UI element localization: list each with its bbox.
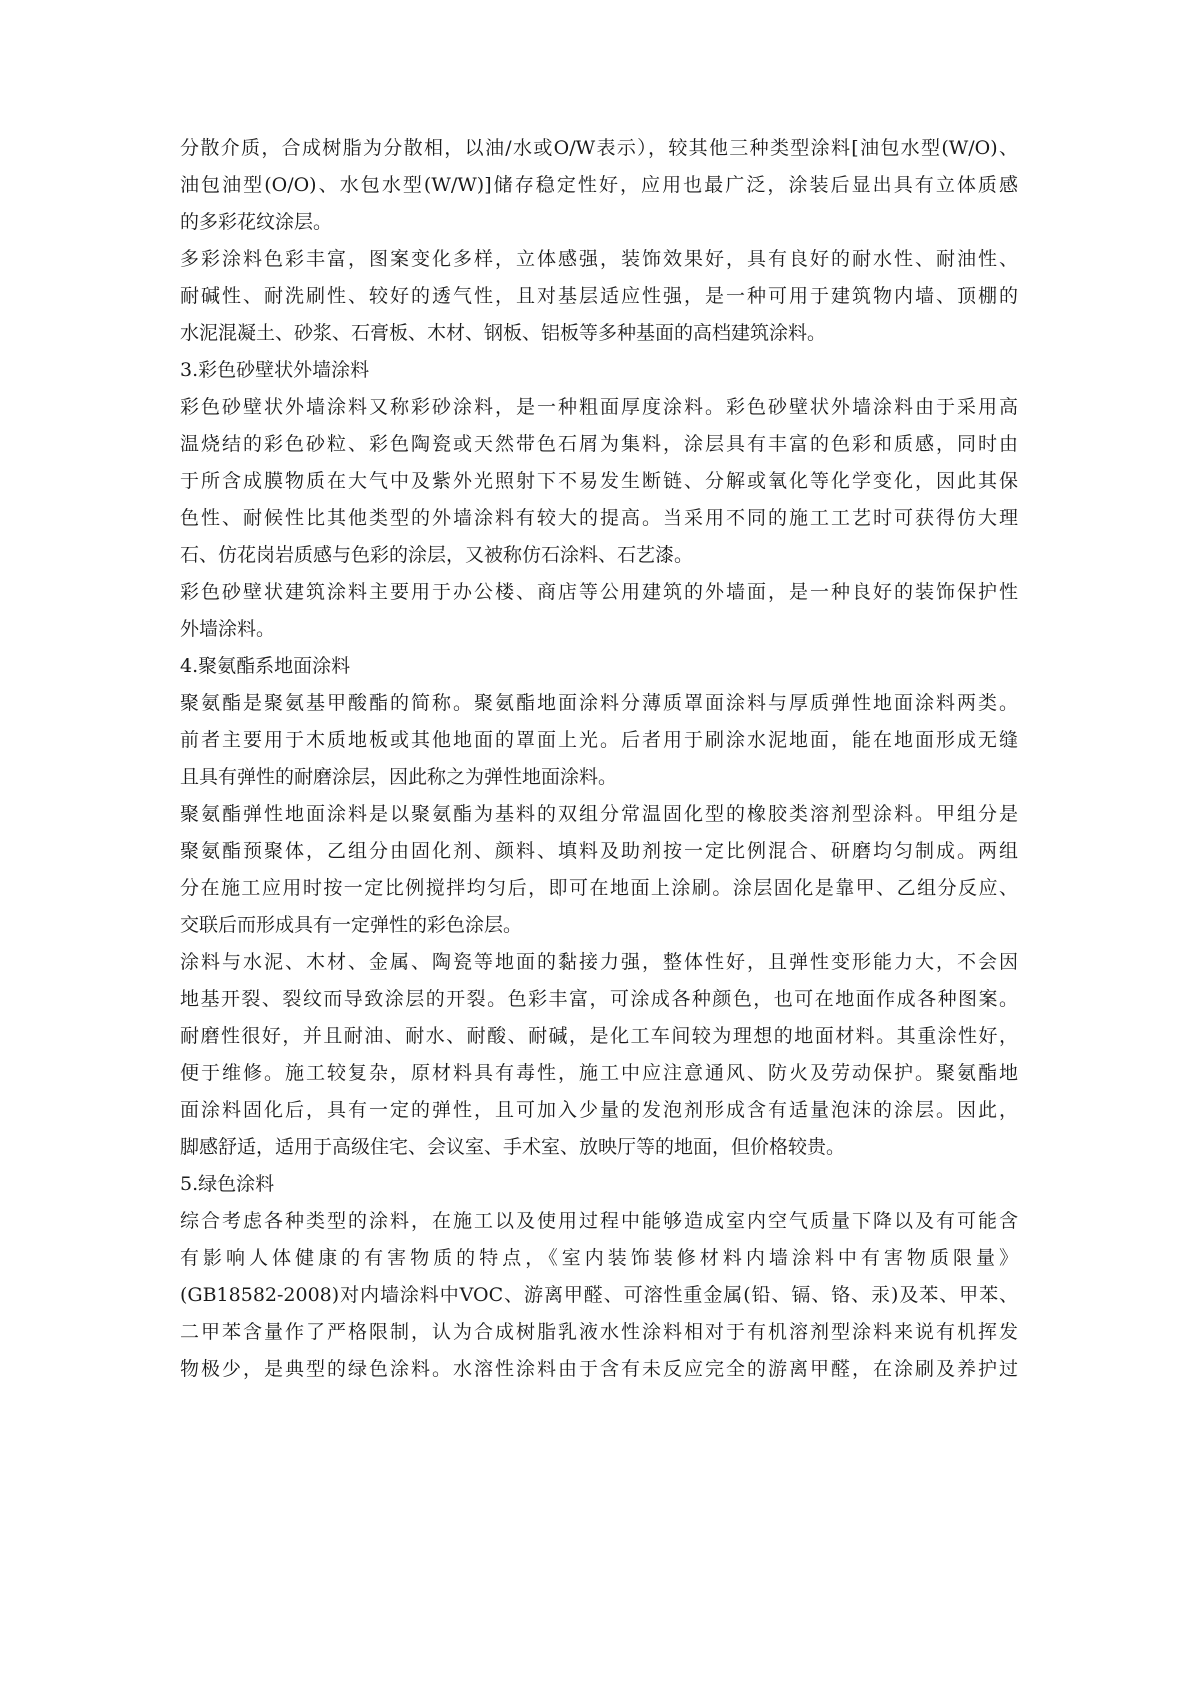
- text-line: 涂料与水泥、木材、金属、陶瓷等地面的黏接力强，整体性好，且弹性变形能力大，不会因: [180, 951, 1018, 973]
- text-line: 脚感舒适，适用于高级住宅、会议室、手术室、放映厅等的地面，但价格较贵。: [180, 1136, 846, 1158]
- text-line: 色性、耐候性比其他类型的外墙涂料有较大的提高。当采用不同的施工工艺时可获得仿大理: [180, 507, 1018, 529]
- text-line: 交联后而形成具有一定弹性的彩色涂层。: [180, 914, 523, 936]
- text-line: (GB18582-2008)对内墙涂料中VOC、游离甲醛、可溶性重金属(铅、镉、铬、汞)及苯、甲苯、: [180, 1284, 1018, 1306]
- text-line: 耐磨性很好，并且耐油、耐水、耐酸、耐碱，是化工车间较为理想的地面材料。其重涂性好，: [180, 1025, 1018, 1047]
- text-line: 二甲苯含量作了严格限制，认为合成树脂乳液水性涂料相对于有机溶剂型涂料来说有机挥发: [180, 1321, 1018, 1343]
- text-line: 面涂料固化后，具有一定的弹性，且可加入少量的发泡剂形成含有适量泡沫的涂层。因此，: [180, 1099, 1018, 1121]
- text-line: 综合考虑各种类型的涂料，在施工以及使用过程中能够造成室内空气质量下降以及有可能含: [180, 1210, 1018, 1232]
- text-line: 分散介质，合成树脂为分散相，以油/水或O/W表示），较其他三种类型涂料[油包水型(W/O)、: [180, 137, 1018, 159]
- text-line: 便于维修。施工较复杂，原材料具有毒性，施工中应注意通风、防火及劳动保护。聚氨酯地: [180, 1062, 1018, 1084]
- text-line: 聚氨酯预聚体，乙组分由固化剂、颜料、填料及助剂按一定比例混合、研磨均匀制成。两组: [180, 840, 1018, 862]
- text-line: 油包油型(O/O)、水包水型(W/W)]储存稳定性好，应用也最广泛，涂装后显出具有立体质感: [180, 174, 1018, 196]
- text-line: 物极少，是典型的绿色涂料。水溶性涂料由于含有未反应完全的游离甲醛，在涂刷及养护过: [180, 1358, 1018, 1380]
- text-line: 分在施工应用时按一定比例搅拌均匀后，即可在地面上涂刷。涂层固化是靠甲、乙组分反应、: [180, 877, 1018, 899]
- text-line: 5.绿色涂料: [180, 1173, 275, 1195]
- text-line: 水泥混凝土、砂浆、石膏板、木材、钢板、铝板等多种基面的高档建筑涂料。: [180, 322, 827, 344]
- text-line: 彩色砂壁状建筑涂料主要用于办公楼、商店等公用建筑的外墙面，是一种良好的装饰保护性: [180, 581, 1018, 603]
- text-line: 且具有弹性的耐磨涂层，因此称之为弹性地面涂料。: [180, 766, 618, 788]
- text-line: 石、仿花岗岩质感与色彩的涂层，又被称仿石涂料、石艺漆。: [180, 544, 694, 566]
- text-line: 聚氨酯是聚氨基甲酸酯的简称。聚氨酯地面涂料分薄质罩面涂料与厚质弹性地面涂料两类。: [180, 692, 1018, 714]
- text-line: 外墙涂料。: [180, 618, 276, 640]
- text-line: 温烧结的彩色砂粒、彩色陶瓷或天然带色石屑为集料，涂层具有丰富的色彩和质感，同时由: [180, 433, 1018, 455]
- text-line: 有影响人体健康的有害物质的特点，《室内装饰装修材料内墙涂料中有害物质限量》: [180, 1247, 1018, 1269]
- text-line: 的多彩花纹涂层。: [180, 211, 333, 233]
- text-line: 多彩涂料色彩丰富，图案变化多样，立体感强，装饰效果好，具有良好的耐水性、耐油性、: [180, 248, 1018, 270]
- text-line: 聚氨酯弹性地面涂料是以聚氨酯为基料的双组分常温固化型的橡胶类溶剂型涂料。甲组分是: [180, 803, 1018, 825]
- text-line: 前者主要用于木质地板或其他地面的罩面上光。后者用于刷涂水泥地面，能在地面形成无缝: [180, 729, 1018, 751]
- text-line: 彩色砂壁状外墙涂料又称彩砂涂料，是一种粗面厚度涂料。彩色砂壁状外墙涂料由于采用高: [180, 396, 1018, 418]
- text-line: 于所含成膜物质在大气中及紫外光照射下不易发生断链、分解或氧化等化学变化，因此其保: [180, 470, 1018, 492]
- text-line: 4.聚氨酯系地面涂料: [180, 655, 351, 677]
- text-line: 地基开裂、裂纹而导致涂层的开裂。色彩丰富，可涂成各种颜色，也可在地面作成各种图案。: [180, 988, 1018, 1010]
- text-line: 耐碱性、耐洗刷性、较好的透气性，且对基层适应性强，是一种可用于建筑物内墙、顶棚的: [180, 285, 1018, 307]
- text-line: 3.彩色砂壁状外墙涂料: [180, 359, 370, 381]
- document-body: [180, 130, 1018, 1388]
